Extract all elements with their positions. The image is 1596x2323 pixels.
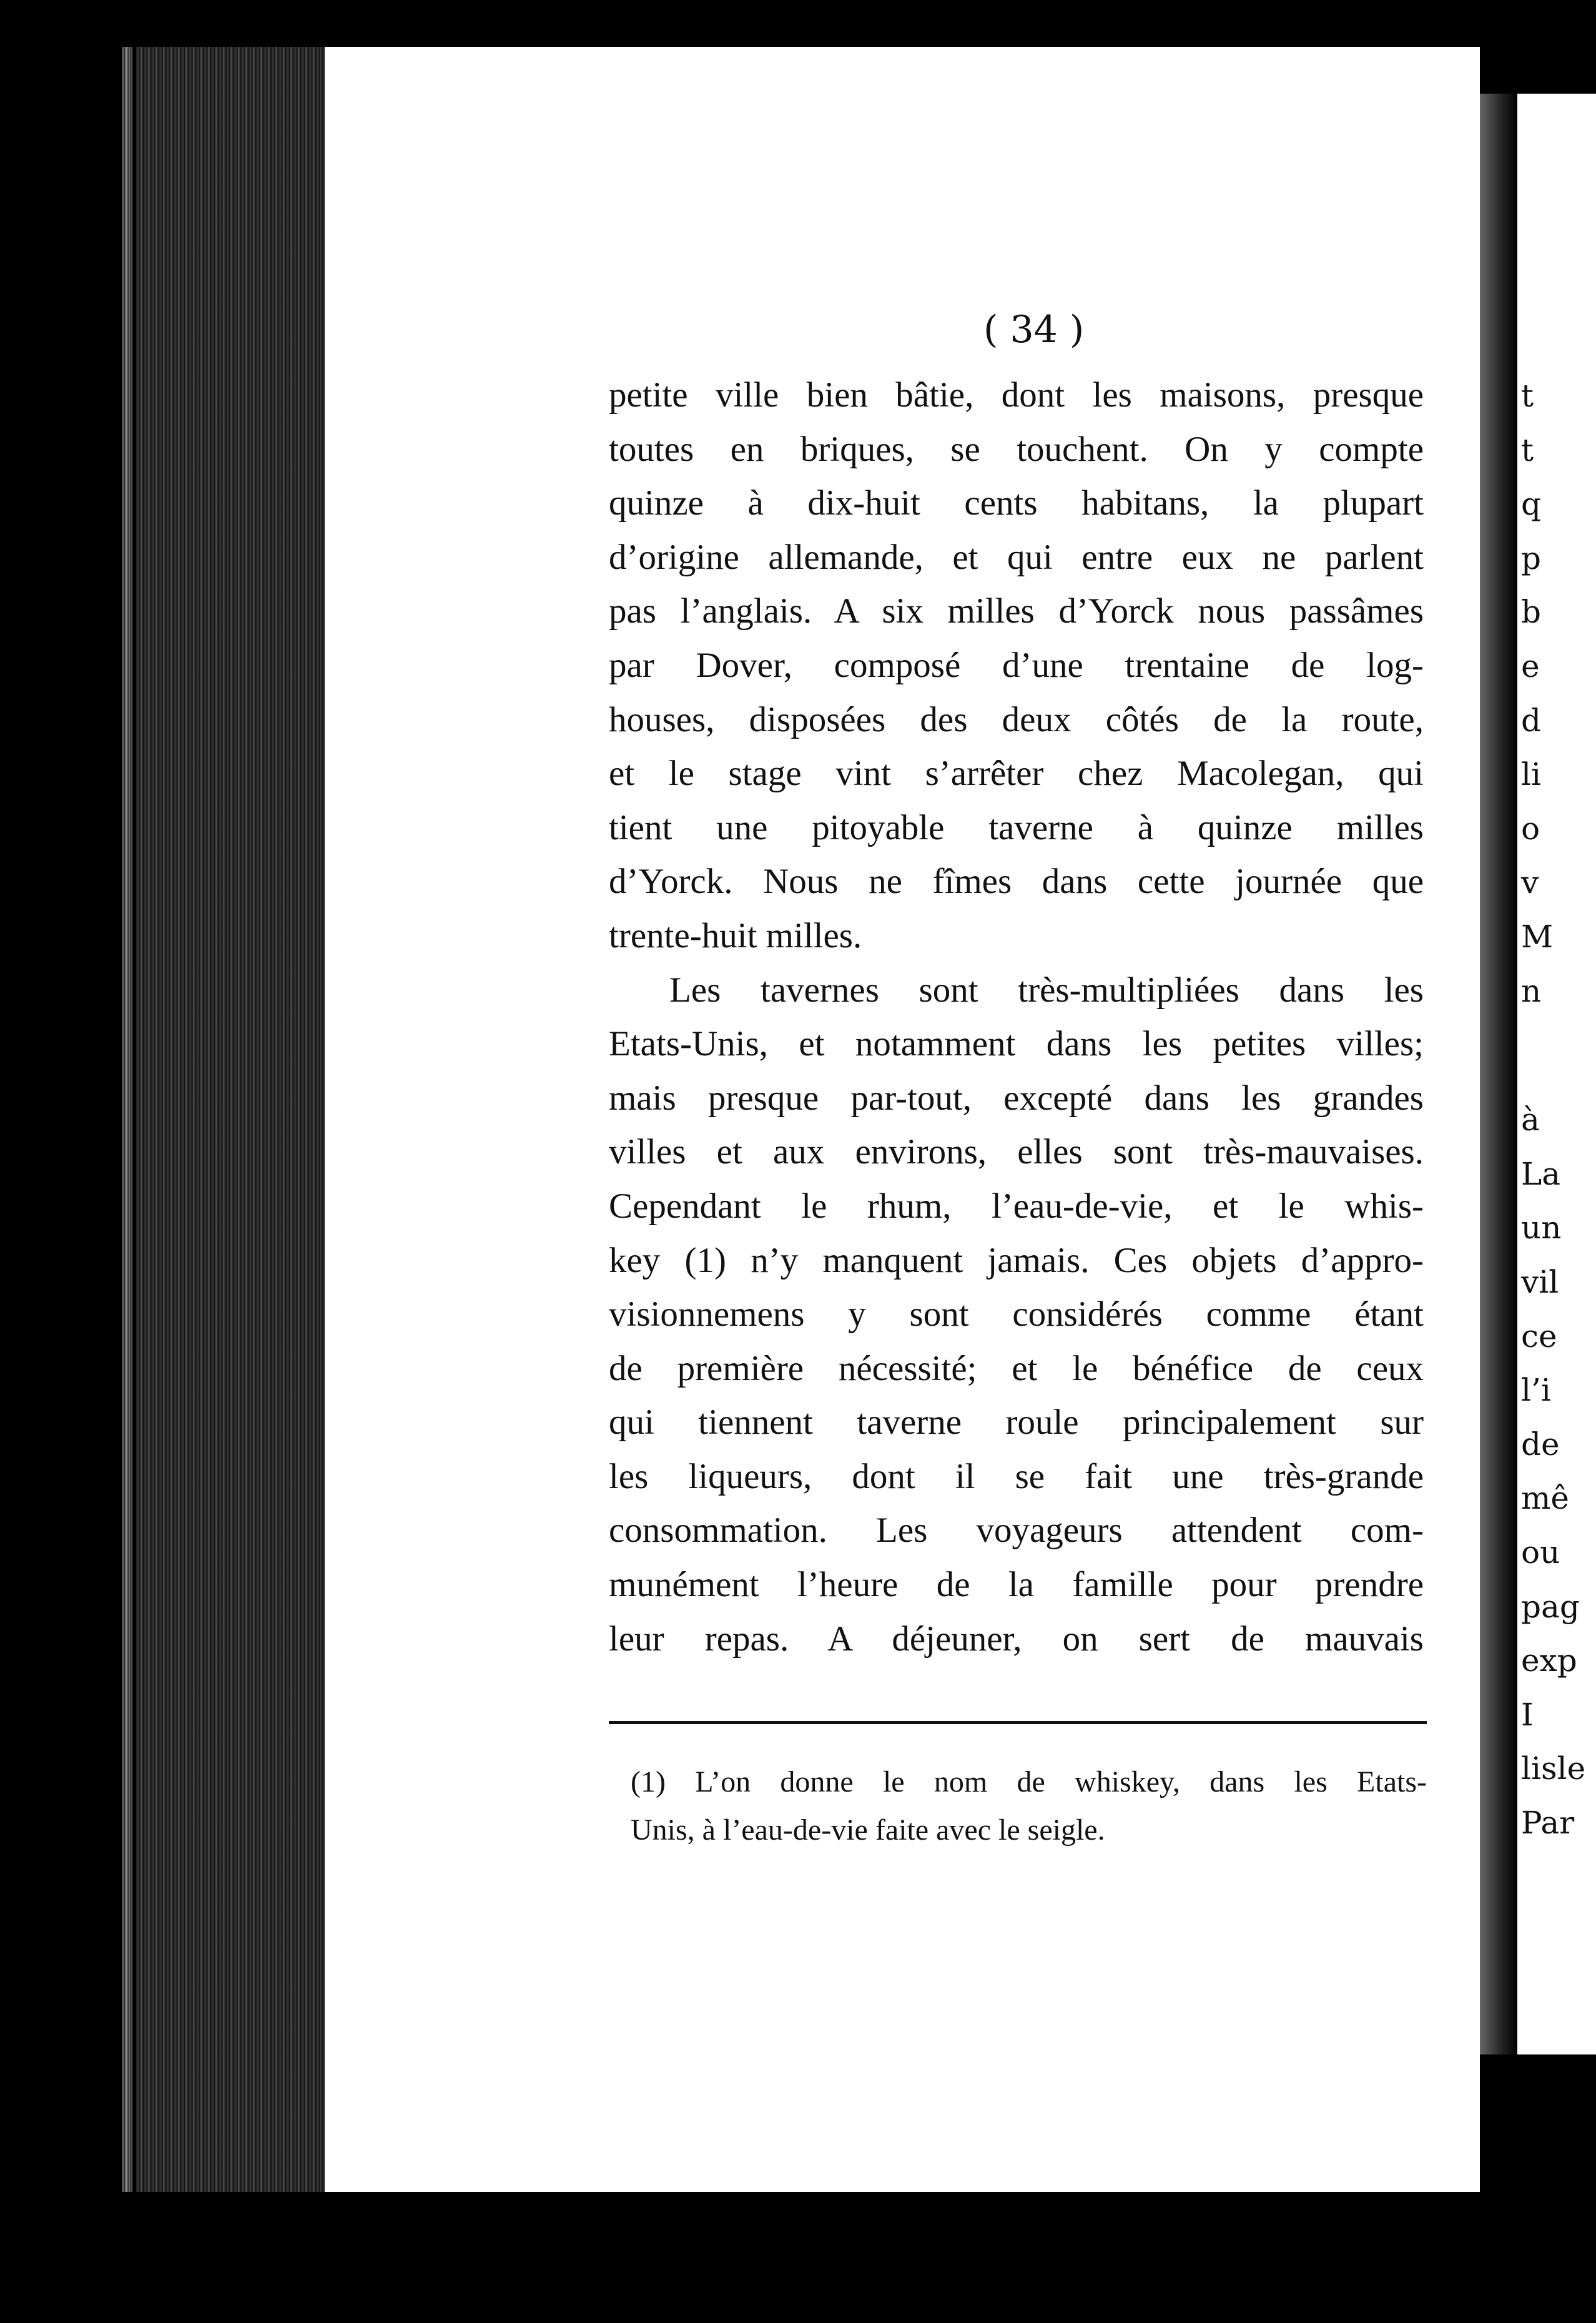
page-number: ( 34 ) [983, 308, 1085, 352]
text-line: tient une pitoyable taverne à quinze milles [609, 807, 1424, 847]
footnote-line: Unis, à l’eau-de-vie faite avec le seigle. [631, 1813, 1105, 1847]
next-page-text-fragment: vil [1521, 1264, 1559, 1300]
text-line: pas l’anglais. A six milles d’Yorck nous passâmes [609, 591, 1424, 631]
next-page-text-fragment: ce [1521, 1318, 1557, 1354]
text-line: leur repas. A déjeuner, on sert de mauvais [609, 1619, 1424, 1659]
text-line: qui tiennent taverne roule principalement sur [609, 1403, 1424, 1443]
page-edges [136, 47, 336, 2192]
next-page-text-fragment: v [1521, 864, 1539, 901]
next-page-text-fragment: b [1521, 594, 1542, 631]
next-page-fragment [1517, 94, 1596, 2054]
next-page-text-fragment: lisle [1521, 1750, 1586, 1787]
text-line: d’origine allemande, et qui entre eux ne parlent [609, 537, 1424, 577]
text-line: quinze à dix-huit cents habitans, la plupart [609, 483, 1424, 523]
page-gutter [1480, 94, 1517, 2054]
next-page-text-fragment: un [1521, 1210, 1562, 1246]
footnote [631, 1758, 1427, 1854]
next-page-text-fragment: de [1521, 1426, 1560, 1462]
next-page-text-fragment: Par [1521, 1805, 1575, 1841]
text-line: d’Yorck. Nous ne fîmes dans cette journée que [609, 862, 1424, 902]
body-text [609, 368, 1424, 1666]
next-page-text-fragment: ou [1521, 1534, 1560, 1571]
text-line: visionnemens y sont considérés comme étant [609, 1295, 1424, 1334]
next-page-text-fragment: t [1521, 432, 1534, 468]
next-page-text-fragment: n [1521, 972, 1542, 1009]
next-page-text-fragment: La [1521, 1155, 1561, 1192]
text-line: par Dover, composé d’une trentaine de log- [609, 645, 1424, 685]
next-page-text-fragment: mê [1521, 1480, 1570, 1517]
next-page-text-fragment: li [1521, 756, 1541, 793]
next-page-text-fragment: t [1521, 378, 1534, 414]
text-line: de première nécessité; et le bénéfice de ceux [609, 1348, 1424, 1388]
next-page-text-fragment: I [1521, 1696, 1534, 1733]
text-line: petite ville bien bâtie, dont les maisons, presque [609, 375, 1424, 415]
text-line: les liqueurs, dont il se fait une très-grande [609, 1456, 1424, 1496]
footnote-line: (1) L’on donne le nom de whiskey, dans les Etats- [631, 1765, 1427, 1798]
next-page-text-fragment: exp [1521, 1642, 1577, 1679]
next-page-text-fragment: e [1521, 648, 1540, 684]
text-line: munément l’heure de la famille pour prendre [609, 1565, 1424, 1605]
text-line: Cependant le rhum, l’eau-de-vie, et le whis- [609, 1186, 1424, 1226]
text-line: houses, disposées des deux côtés de la route, [609, 699, 1424, 739]
next-page-text-fragment: pag [1521, 1588, 1580, 1625]
text-line: et le stage vint s’arrêter chez Macolegan, qui [609, 754, 1424, 794]
text-line: consommation. Les voyageurs attendent com- [609, 1511, 1424, 1551]
text-line: key (1) n’y manquent jamais. Ces objets d’appro- [609, 1240, 1424, 1280]
text-line: Etats-Unis, et notamment dans les petites villes; [609, 1024, 1424, 1064]
text-line: toutes en briques, se touchent. On y compte [609, 429, 1424, 469]
text-line: trente-huit milles. [609, 915, 862, 955]
next-page-text-fragment: p [1521, 540, 1542, 576]
next-page-text-fragment: l’i [1521, 1372, 1551, 1409]
next-page-text-fragment: q [1521, 486, 1542, 523]
text-line: villes et aux environs, elles sont très-mauvaises. [609, 1132, 1424, 1172]
next-page-text-fragment: M [1521, 919, 1554, 955]
next-page-text-fragment: d [1521, 702, 1542, 739]
next-page-text-fragment: à [1521, 1102, 1540, 1138]
text-line: Les tavernes sont très-multipliées dans les [669, 970, 1424, 1010]
next-page-text-fragment: o [1521, 810, 1540, 847]
text-line: mais presque par-tout, excepté dans les grandes [609, 1078, 1424, 1118]
footnote-rule [609, 1721, 1427, 1724]
